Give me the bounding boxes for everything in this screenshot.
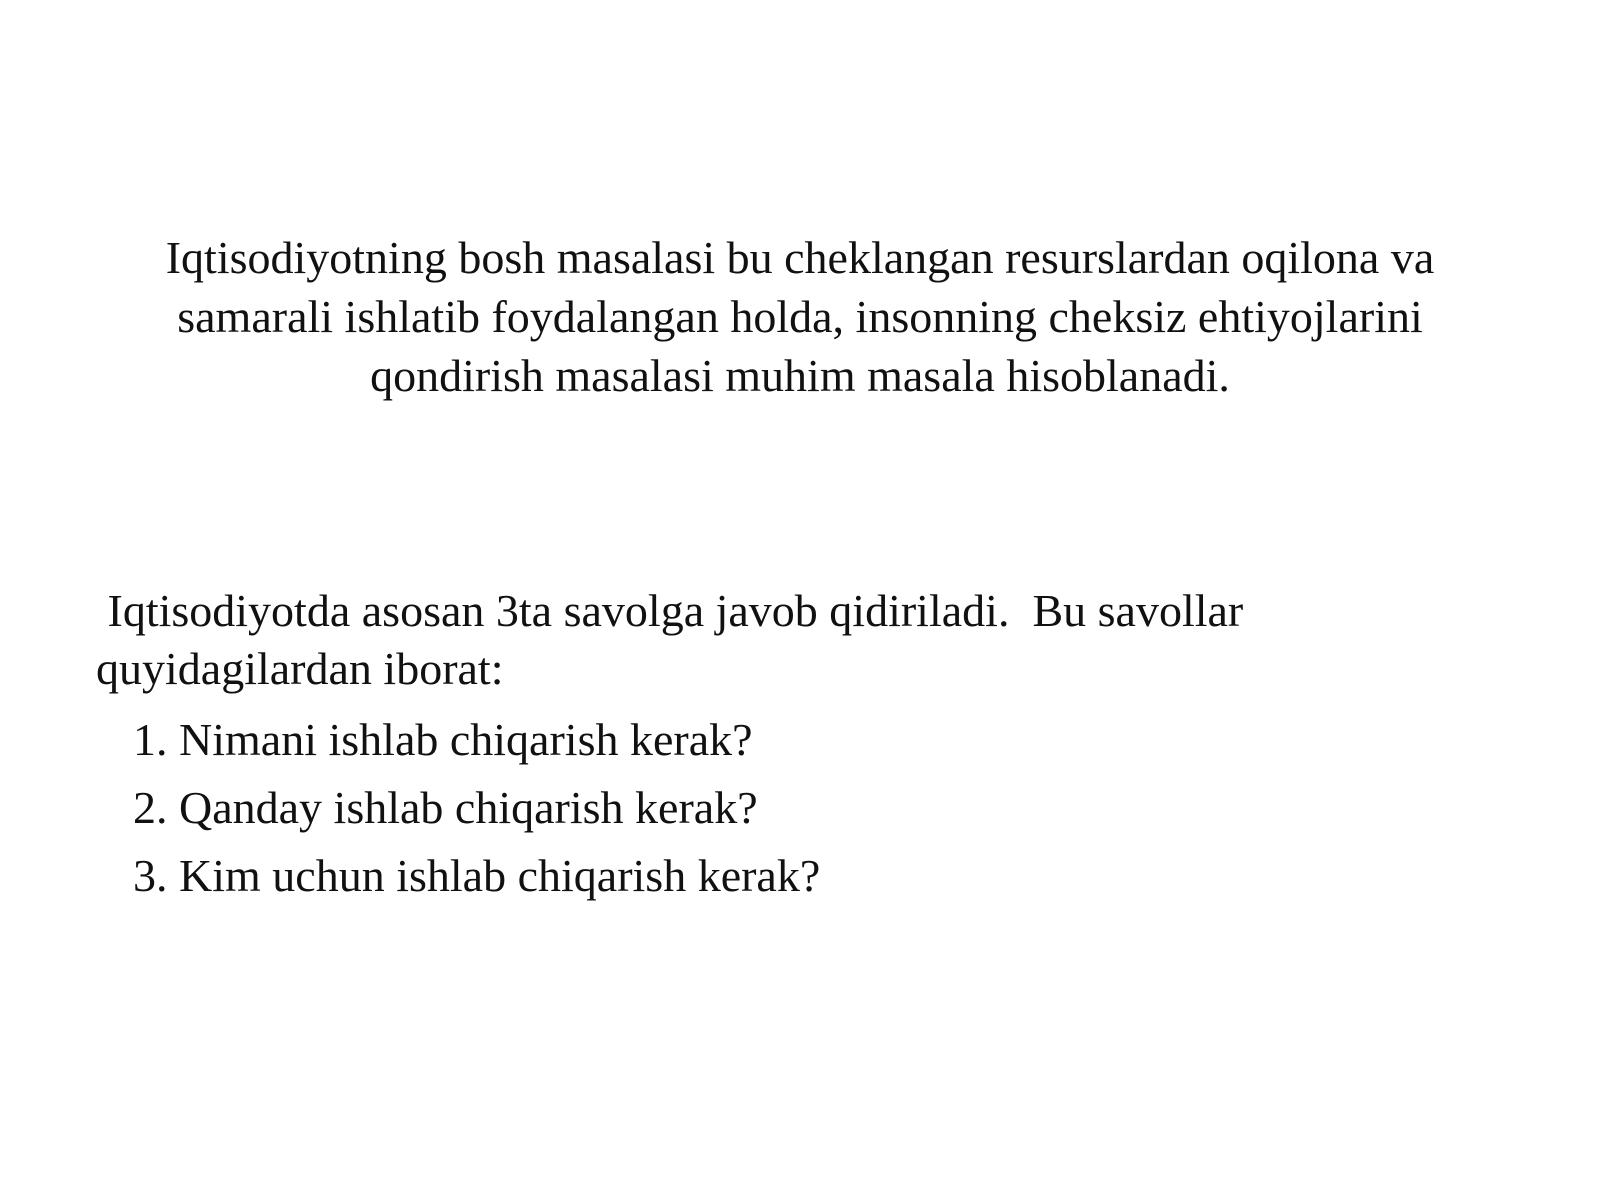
intro-paragraph [100,228,1500,405]
questions-lead [96,582,1496,698]
questions-lead-line: quyidagilardan iborat: [96,643,504,694]
questions-section [96,582,1496,910]
question-item: 3. Kim uchun ishlab chiqarish kerak? [133,850,821,901]
intro-line: qondirish masalasi muhim masala hisoblanadi. [370,350,1230,401]
question-item: 2. Qanday ishlab chiqarish kerak? [133,782,758,833]
intro-line: samarali ishlatib foydalangan holda, insonning cheksiz ehtiyojlarini [177,291,1423,342]
intro-line: Iqtisodiyotning bosh masalasi bu cheklangan resurslardan oqilona va [165,232,1435,283]
questions-list [96,706,1496,910]
question-item: 1. Nimani ishlab chiqarish kerak? [133,714,753,765]
questions-lead-line: Iqtisodiyotda asosan 3ta savolga javob qidiriladi. Bu savollar [96,585,1244,636]
